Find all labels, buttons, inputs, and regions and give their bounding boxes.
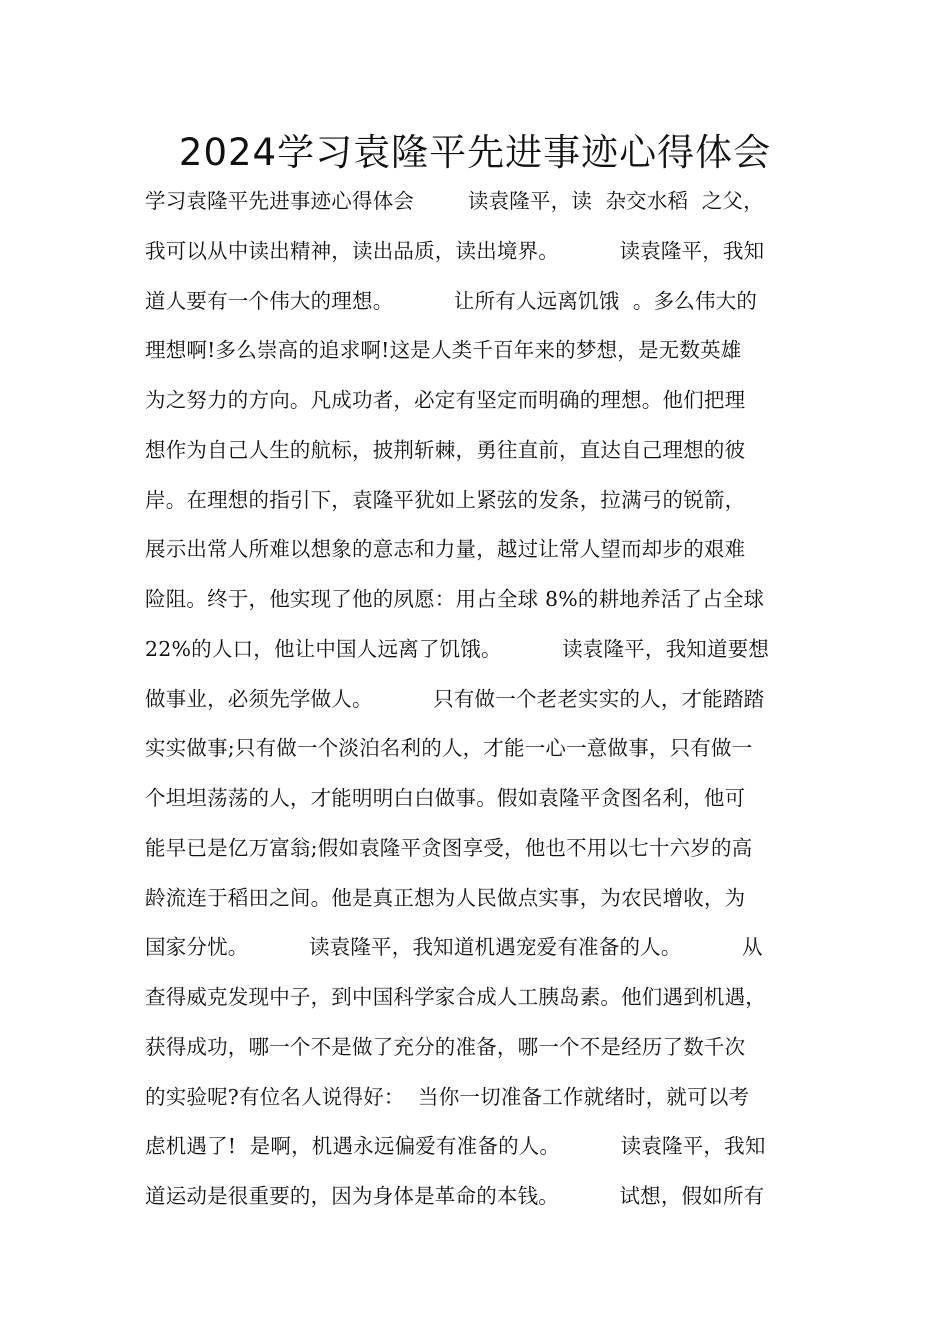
document-body bbox=[145, 179, 825, 1224]
body-line: 我可以从中读出精神，读出品质，读出境界。 读袁隆平，我知 bbox=[145, 238, 765, 263]
body-line: 国家分忧。 读袁隆平，我知道机遇宠爱有准备的人。 从 bbox=[145, 935, 763, 960]
body-line: 理想啊!多么崇高的追求啊!这是人类千百年来的梦想，是无数英雄 bbox=[145, 338, 742, 363]
body-line: 获得成功，哪一个不是做了充分的准备，哪一个不是经历了数千次 bbox=[145, 1034, 746, 1059]
body-line: 22%的人口，他让中国人远离了饥饿。 读袁隆平，我知道要想 bbox=[145, 636, 770, 661]
body-line: 个坦坦荡荡的人，才能明明白白做事。假如袁隆平贪图名利，他可 bbox=[145, 786, 746, 810]
body-line: 实实做事;只有做一个淡泊名利的人，才能一心一意做事，只有做一 bbox=[145, 736, 753, 761]
body-line: 能早已是亿万富翁;假如袁隆平贪图享受，他也不用以七十六岁的高 bbox=[145, 835, 753, 860]
body-line: 想作为自己人生的航标，披荆斩棘，勇往直前，直达自己理想的彼 bbox=[145, 437, 746, 462]
body-line: 虑机遇了! 是啊，机遇永远偏爱有准备的人。 读袁隆平，我知 bbox=[145, 1134, 766, 1159]
body-line: 道人要有一个伟大的理想。 让所有人远离饥饿 。多么伟大的 bbox=[145, 288, 758, 313]
body-line: 查得威克发现中子，到中国科学家合成人工胰岛素。他们遇到机遇， bbox=[145, 985, 766, 1009]
body-line: 为之努力的方向。凡成功者，必定有坚定而明确的理想。他们把理 bbox=[145, 388, 746, 412]
body-line: 险阻。终于，他实现了他的夙愿：用占全球 8%的耕地养活了占全球 bbox=[145, 587, 765, 611]
body-line: 龄流连于稻田之间。他是真正想为人民做点实事，为农民增收，为 bbox=[145, 885, 746, 910]
body-line: 岸。在理想的指引下，袁隆平犹如上紧弦的发条，拉满弓的锐箭， bbox=[145, 487, 746, 512]
body-line: 道运动是很重要的，因为身体是革命的本钱。 试想，假如所有 bbox=[145, 1184, 765, 1208]
body-line: 展示出常人所难以想象的意志和力量，越过让常人望而却步的艰难 bbox=[145, 537, 746, 562]
body-line: 学习袁隆平先进事迹心得体会 读袁隆平，读 杂交水稻 之父， bbox=[145, 189, 764, 213]
body-line: 做事业，必须先学做人。 只有做一个老老实实的人，才能踏踏 bbox=[145, 686, 765, 711]
body-line: 的实验呢?有位名人说得好： 当你一切准备工作就绪时，就可以考 bbox=[145, 1084, 750, 1109]
document-title: 2024学习袁隆平先进事迹心得体会 bbox=[178, 131, 772, 174]
